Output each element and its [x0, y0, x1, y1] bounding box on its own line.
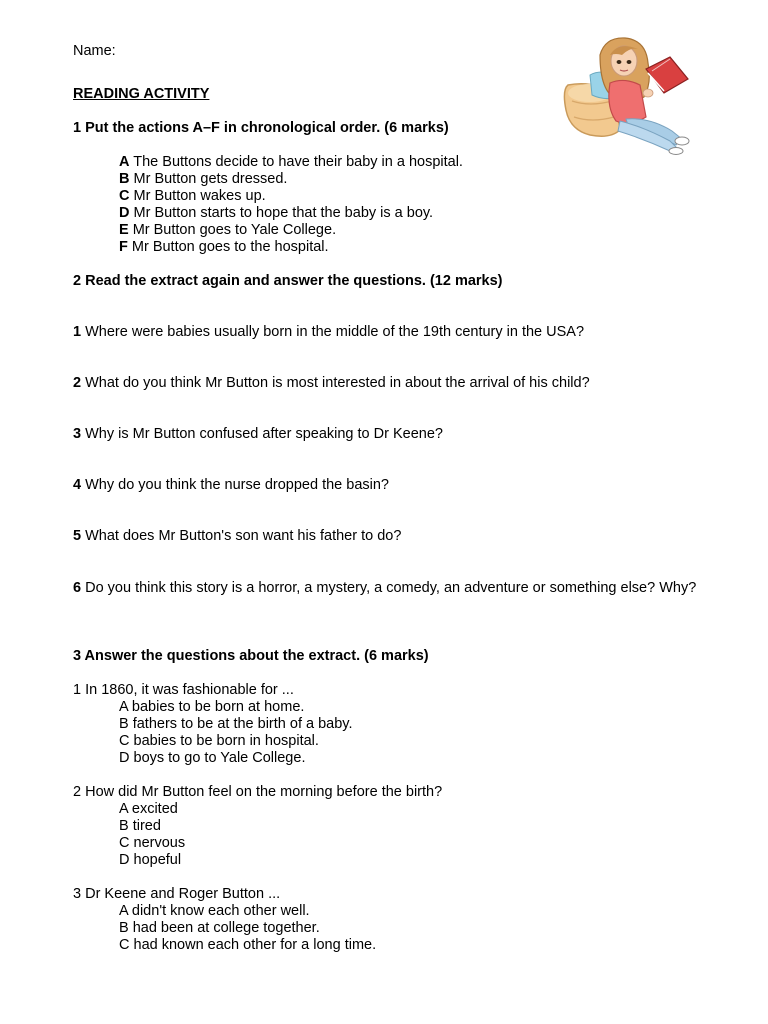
mc-option: A didn't know each other well. [119, 903, 310, 919]
reading-girl-illustration [560, 35, 695, 155]
item-letter: F [119, 239, 128, 255]
question-text: Why do you think the nurse dropped the basin? [85, 477, 390, 493]
list-item [119, 188, 266, 205]
name-label: Name: [73, 43, 116, 59]
mc-option: B had been at college together. [119, 920, 320, 936]
question [73, 375, 590, 392]
question-text: Why is Mr Button confused after speaking to Dr Keene? [85, 426, 443, 442]
item-letter: B [119, 171, 130, 187]
question-text: What do you think Mr Button is most interested in about the arrival of his child? [85, 375, 590, 391]
item-text: Mr Button wakes up. [133, 188, 266, 204]
question [73, 324, 584, 341]
item-letter: A [119, 154, 130, 170]
mc-option: C had known each other for a long time. [119, 937, 377, 953]
mc-option: C babies to be born in hospital. [119, 733, 319, 749]
question-text: Where were babies usually born in the middle of the 19th century in the USA? [85, 324, 585, 340]
item-letter: E [119, 222, 129, 238]
mc-option: B fathers to be at the birth of a baby. [119, 716, 353, 732]
question [73, 426, 443, 443]
item-text: Mr Button gets dressed. [133, 171, 288, 187]
list-item [119, 205, 433, 222]
mc-question-stem: 3 Dr Keene and Roger Button ... [73, 886, 281, 902]
list-item [119, 222, 336, 239]
item-text: Mr Button goes to the hospital. [131, 239, 329, 255]
question-number: 1 [73, 324, 82, 340]
question-number: 2 [73, 375, 82, 391]
item-letter: D [119, 205, 130, 221]
item-text: The Buttons decide to have their baby in a hospital. [133, 154, 463, 170]
list-item [119, 154, 463, 171]
item-text: Mr Button starts to hope that the baby is a boy. [133, 205, 434, 221]
question-text: What does Mr Button's son want his father to do? [85, 528, 402, 544]
mc-option: C nervous [119, 835, 186, 851]
mc-option: D boys to go to Yale College. [119, 750, 306, 766]
section2-heading: 2 Read the extract again and answer the questions. (12 marks) [73, 273, 503, 289]
mc-option: A babies to be born at home. [119, 699, 305, 715]
section1-heading: 1 Put the actions A–F in chronological order. (6 marks) [73, 120, 449, 136]
mc-option: B tired [119, 818, 161, 834]
activity-title: READING ACTIVITY [73, 86, 210, 102]
question [73, 528, 401, 545]
item-letter: C [119, 188, 130, 204]
question-text: Do you think this story is a horror, a mystery, a comedy, an adventure or something else? Why? [85, 580, 697, 596]
mc-question-stem: 1 In 1860, it was fashionable for ... [73, 682, 294, 698]
mc-question-stem: 2 How did Mr Button feel on the morning before the birth? [73, 784, 443, 800]
mc-option: A excited [119, 801, 178, 817]
question-number: 4 [73, 477, 82, 493]
question-number: 5 [73, 528, 82, 544]
list-item [119, 171, 287, 188]
mc-option: D hopeful [119, 852, 182, 868]
question [73, 477, 389, 494]
question [73, 580, 713, 597]
section3-heading: 3 Answer the questions about the extract. (6 marks) [73, 648, 429, 664]
item-text: Mr Button goes to Yale College. [132, 222, 337, 238]
question-number: 6 [73, 580, 82, 596]
question-number: 3 [73, 426, 82, 442]
list-item [119, 239, 329, 256]
